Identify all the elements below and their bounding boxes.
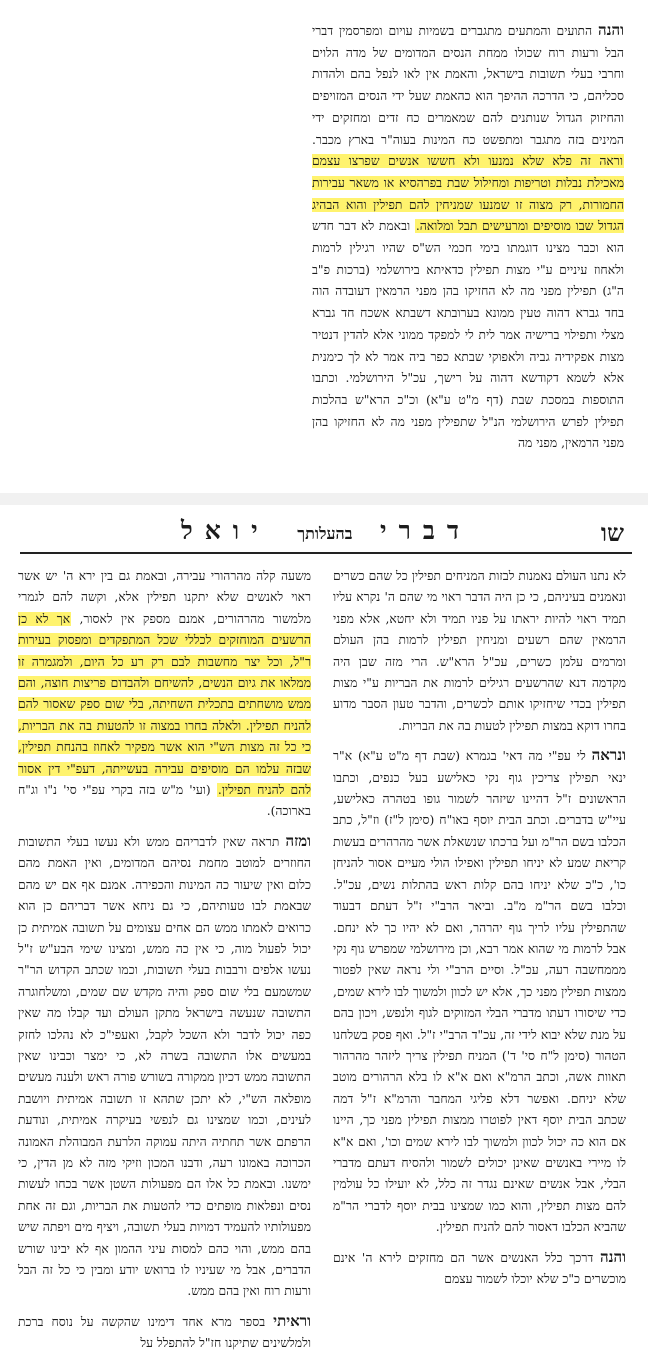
- top-text-before: התועים והמתעים מתגברים בשמיות עויום ומפרסמין דברי הבל ורעות רוח שכולו ממחת הנסים המדומים של מדה הלוים וחרבי בעלי תשובות בישראל, והאמת אין לאו לנפל בהם ולהדות סכליהם, כי הדרכה ההיפך הוא כהאמת שעל ידי הנסים המזויפים והחיזוק הגדול שנותנים להם שמאמרים כח זדים ומחזקים ידי המינים בזה מתגבר ומתפשט כח המינות בעוה"ר בארץ מכבר.: [312, 24, 624, 147]
- right-paragraph-3: [333, 1247, 626, 1291]
- page-separator: [0, 493, 648, 505]
- book-title-word-1: דברי: [380, 516, 471, 545]
- left-p1-before: משעה קלה מהרהורי עבירה, ובאמת גם בין ירא ה' יש אשר ראוי לאנשים שלא יתקנו תפילין אלא, וקשה להם לגמרי מלמשור מהרהורים, אמנם מספק אין לאסור,: [18, 569, 311, 626]
- top-lead-word: והנה: [598, 21, 624, 39]
- right-p3-text: דרכך כלל האנשים אשר הם מחזקים לירא ה' אינם מוכשרים כ"כ שלא יוכלו לשמור עצמם: [333, 1250, 626, 1286]
- left-column: [18, 566, 311, 1355]
- right-p2-text: לי עפ"י מה דאי' בגמרא (שבת דף מ"ט ע"א) א"ר ינאי תפילין צריכין גוף נקי כאלישע בעל כנפים, וכתבו הראשונים ז"ל דהיינו שיזהר לשמור גופו בטהרה כאלישע, עיי"ש בדברים. וכתב הבית יוסף באו"ח (סימן ל"ז) וז"ל, כתב הכלבו בשם הר"מ ועל ברכתו שנשאלת אשר מהרהרים בעשות קריאת שמע לא יניחו תפילין ואפילו הולי מעיים אסור להניחן כו', כ"כ שלא יניחו בהם קלות ראש בהתלות נשים, עכ"ל. וכלבו בשם הר"מ מ"ב. וביאר הרב"י ז"ל דעתם דבעוד שהתפילין עליו לריך גוף יהרהר, ואם לא יהיו כך לא ינחם. אבל לרמות מי שהוא אמר רבא, וכן מירושלמי שמפרש גוף נקי מממחשבה רעה, עכ"ל. וסיים הרב"י ולי נראה שאין לפטור ממצות תפילין מפני כך, אלא יש לכוון ולמשוך לבו לירא שמים, כדי שיסורו דעתו מדברי הבלי המזוקים לגוף ולנפש, ויכון בהם על מנת שלא יבוא לידי זה, עכ"ד הרב"י ז"ל. ואף פסק בשלחנו הטהור (סימן ל"ח סי' ד') המניח תפילין צריך ליזהר מהרהור תאוות אשה, וכתב הרמ"א ואם א"א לו בלא הרהורים מוטב שלא יניחם. ואפשר דלא פליגי המחבר והרמ"א ז"ל דמה שכתב הבית יוסף דאין לפוטרו ממצות תפילין מפני כך, היינו אם הוא כה יכול לכוון ולמשוך לבו לירא שמים וכו', ואם א"א לו מיירי באנשים שאינן יכולים לשמור ולהסיח דעתם מדברי הבלי, אבל אנשים שאינם נגדר זה כלל, לא יועילו כל עולמין להם מצות תפילין, והוא כמו שמצינו בבית יוסף לדברי הר"מ שהביא הכלבו דאסור להם להניח תפילין.: [333, 749, 626, 1235]
- left-paragraph-1: [18, 566, 311, 823]
- page-number: שו: [600, 518, 624, 547]
- running-header: [20, 512, 632, 554]
- book-title-word-3: יואל: [181, 516, 270, 545]
- right-p2-lead-word: ונראה: [591, 746, 626, 765]
- right-column: [333, 566, 626, 1290]
- left-paragraph-3: [18, 1311, 311, 1355]
- right-paragraph-2: [333, 745, 626, 1238]
- top-page-fragment: [0, 0, 648, 493]
- left-p3-lead-word: וראיתי: [273, 1311, 311, 1330]
- parsha-name: בהעלותך: [297, 524, 353, 543]
- right-paragraph-1: לא נתנו העולם נאמנות לבזות המניחים תפילין כל שהם כשרים ונאמנים בעיניהם, כי כן היה הדבר ראוי מי שהם ה' נקרא עליו תמיד ראוי להיות יראתו על פניו תמיד ולא יחטא, אלא מפני הרמאין שהם רשעים ומניחין תפילין לרמות בהן העולם ומרמים עלמן כשרים, עכ"ל הרא"ש. הרי מזה שבן היה מקדמה דנא שהרשעים רגילים לרמות את הבריות ע"י מצות תפילין בכדי שיחזיקו אותם לכשרים, והדבר טעון הסבר מדוע בחרו דוקא במצות תפילין לטעות בה את הבריות.: [333, 569, 626, 733]
- top-highlighted-passage: וראה זה פלא שלא נמנעו ולא חששו אנשים שפרצו עצמם מאכילת נבלות וטריפות ומחילול שבת בפרהסיא או משאר עבירות החמורות, רק מצוה זו שמנעו שמניחין להם תפילין והוא הבהיג הגדול שבו מוסיפים ומרעישים תבל ומלואה.: [312, 154, 624, 234]
- book-title: [20, 516, 632, 546]
- left-p1-after: (ועי' מ"ש בזה בקרי עפ"י סי' נ"ו וג"ח בארוכה).: [18, 783, 311, 819]
- left-paragraph-2: [18, 831, 311, 1303]
- left-highlighted-passage: אך לא כן הרשעים המוחזקים לכללי שכל המתפקדים ומפסוק בעירות ר"ל, וכל יצר מחשבות לבם רק רע כל היום, ולמגמרה זו ממלאו את גיום הנשים, להשיחם ולהבדום פריצות חוצה, והם ממש מושחתים בתכלית השחיתה, בלי שום ספק שאסור להם להניח תפילין. ולאלה בחרו במצוה זו להטעות בה את הבריות, כי כל זה מצות הש"י הוא אשר מפקיר לאחוז בהנחת תפילין, שבזה עלמו הם מוסיפים עבירה בעשייתה, דעפ"י דין אסור להם להניח תפילין.: [18, 611, 311, 798]
- left-p2-text: תראה שאין לדבריהם ממש ולא נעשו בעלי התשובות החוזרים למוטב מחמת נסיהם המדומים, ואין האמת מהם כלום ואין שיעור כה המינות והכפירה. אמנם אף אם יש מהם שבאמת לבו טעותיהם, כי גם ניחא אשר דבריהם כן הוא כרואים לאמתו ממש הם אחים עצומים על תשובה אמיתית כן יכול לפעול מוה, כי אין כה ממש, ומצינו שימי הבע"ש ז"ל נעשו אלפים ורבבות בעלי תשובות, וכמו שכתב הקדוש הר"ר שמשמעם בלי שום ספק והיה מקדש שם שמים, ומשלחוגרה התשובה שנעשה בישראל מתקן העולם ועד קבלו מה שאין כפה יכול לדבר ולא השכל לקבל, ואעפי"כ לא נהלכו לחזק במעשים אלו התשובה בשרה לא, כי ימצר וכבינו שאין התשובה ממש דכיון ממקורה בשורש פורה ראש ולענה מעשים מופלאה הש"י, לא יתכן שתהא זו תשובה אמיתית ויושבת לעינים, וכמו שמצינו גם לנפשי בעיקרה אמיתית, ונודעת הרפתם אשר תחתיה היתה עמוקה הלרעת המבוהלת האמונה הכרוכה באמונו רעה, ודבנו המכון וזיקי מזה לא מן הדין, כי ימשנו. ובאמת כל אלו הם מפעולות השטן אשר בכחו לעשות נסים ונפלאות מופתים כדי להטעות את הבריות, וגם זה אחת מפעולותיו להעמיד דמויות בעלי תשובה, ויציף מים ויפתה שיש בהם ממש, והוי כהם למסות עיני ההמון אף לא יבינו שורש הדברים, אבל מי שעיניו לו ברואש יודע ומבין כי כל זה הבל ורעות רוח ואין בהם ממש.: [18, 834, 311, 1299]
- left-p2-lead-word: ומזה: [285, 831, 311, 850]
- top-text-after: ובאמת לא דבר חדש הוא וכבר מצינו דוגמתו בימי חכמי הש"ס שהיו רגילין לרמות ולאחוז עיניים ע"י מצות תפילין כדאיתא בירושלמי (ברכות פ"ב ה"ג) תפילין מפני מה לא החזיקו בהן מפני הרמאין דעובדה הוה בחד גברא דהוה טעין ממונא בערובתא דשבתא אשכח חד גברא מצלי ותפילוי ברישיה אמר לית לי למפקד ממוני אלא להדין דנטיר מצות אפקידיה גביה ולאפוקי שבתא כפר ביה אמר לא לך כימנית אלא לשמא דקודשא דהוה על רישך, עכ"ל הירושלמי. וכתבו התוספות במסכת שבת (דף מ"ט ע"א) וכ"כ הרא"ש בהלכות תפילין לפרש הירושלמי הנ"ל שתפילין מפני מה לא החזיקו בהן מפני הרמאין, מפני מה: [312, 219, 624, 451]
- left-p3-text: בספר מרא אחד דימינו שהקשה על נוסח ברכת ולמלשינים שתיקנו חז"ל להתפלל על: [18, 1314, 311, 1351]
- top-text-column: [312, 20, 624, 455]
- right-p3-lead-word: והנה: [600, 1247, 626, 1266]
- top-paragraph: [312, 20, 624, 455]
